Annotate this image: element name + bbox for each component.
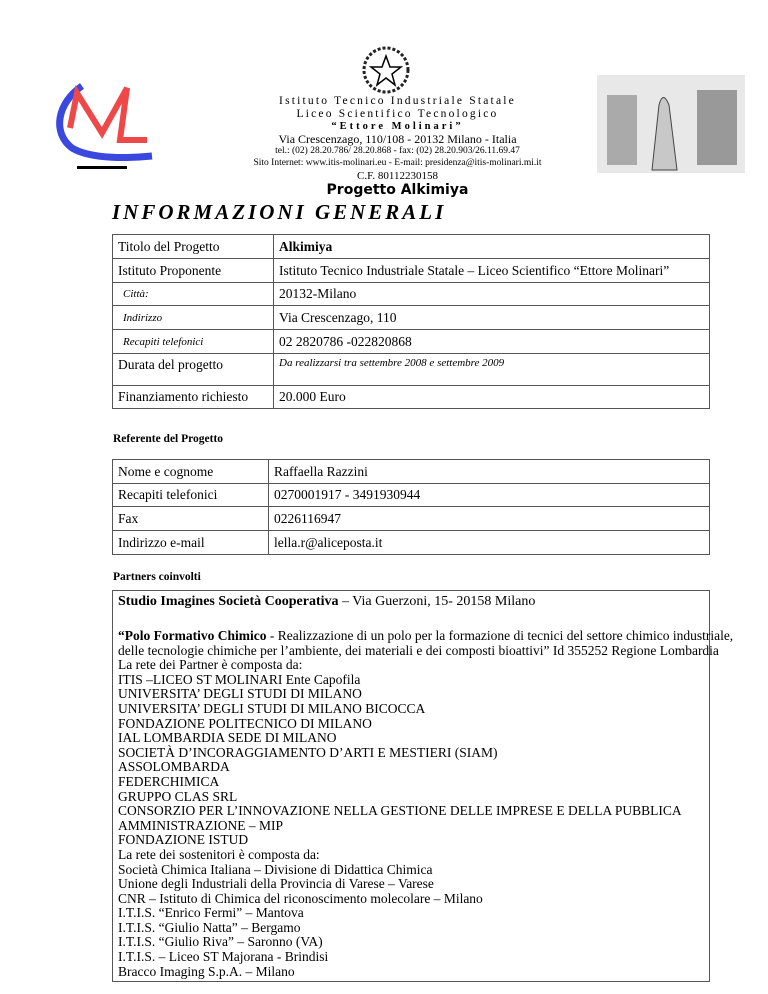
partner-line: CONSORZIO PER L’INNOVAZIONE NELLA GESTIONE DELLE IMPRESE E DELLA PUBBLICA <box>118 803 682 819</box>
cell-value: Da realizzarsi tra settembre 2008 e settembre 2009 <box>274 354 710 386</box>
cell-label: Fax <box>113 507 269 531</box>
partner-line: La rete dei sostenitori è composta da: <box>118 846 320 862</box>
partner-line: ITIS –LICEO ST MOLINARI Ente Capofila <box>118 671 361 687</box>
cell-value: 0226116947 <box>269 507 710 531</box>
cell-label: Nome e cognome <box>113 460 269 484</box>
partner-line: delle tecnologie chimiche per l’ambiente, dei materiali e dei composti bioattivi” Id 355252 Regione Lombardia <box>118 642 719 658</box>
cell-label: Recapiti telefonici <box>113 330 274 354</box>
section-title: INFORMAZIONI GENERALI <box>112 200 447 224</box>
cell-label: Città: <box>113 283 274 306</box>
cell-value: lella.r@aliceposta.it <box>269 531 710 555</box>
partner-list <box>118 642 719 980</box>
polo-title: “Polo Formativo Chimico <box>118 628 267 643</box>
cell-value: Via Crescenzago, 110 <box>274 306 710 330</box>
alchemy-engraving <box>597 75 745 173</box>
cell-value: 20132-Milano <box>274 283 710 306</box>
header-cf: C.F. 80112230158 <box>357 170 438 182</box>
cell-value: 02 2820786 -022820868 <box>274 330 710 354</box>
referente-label: Referente del Progetto <box>113 433 224 445</box>
header-project: Progetto Alkimiya <box>326 182 469 198</box>
cell-label: Indirizzo e-mail <box>113 531 269 555</box>
partner-line: GRUPPO CLAS SRL <box>118 788 238 804</box>
partner-line: Società Chimica Italiana – Divisione di Didattica Chimica <box>118 861 433 877</box>
school-logo <box>52 78 162 173</box>
partner-line: CNR – Istituto di Chimica del riconoscimento molecolare – Milano <box>118 890 483 906</box>
cell-label: Recapiti telefonici <box>113 484 269 507</box>
partner-line: Bracco Imaging S.p.A. – Milano <box>118 963 295 979</box>
polo-desc: - Realizzazione di un polo per la formazione di tecnici del settore chimico industriale, <box>266 628 734 643</box>
partner-line: I.T.I.S. “Enrico Fermi” – Mantova <box>118 905 304 921</box>
cell-label: Istituto Proponente <box>113 259 274 283</box>
partner-line: FONDAZIONE POLITECNICO DI MILANO <box>118 715 372 731</box>
cell-value: 20.000 Euro <box>274 386 710 409</box>
header-address: Via Crescenzago, 110/108 - 20132 Milano - Italia <box>278 132 517 146</box>
cell-label: Titolo del Progetto <box>113 235 274 259</box>
partner-line: AMMINISTRAZIONE – MIP <box>118 817 283 833</box>
header-web: Sito Internet: www.itis-molinari.eu - E-mail: presidenza@itis-molinari.mi.it <box>253 158 542 168</box>
emblem-icon <box>362 44 410 96</box>
partner-line: La rete dei Partner è composta da: <box>118 657 303 673</box>
header-line-1: Istituto Tecnico Industriale Statale <box>279 95 516 107</box>
header-phone: tel.: (02) 28.20.786/ 28.20.868 - fax: (02) 28.20.903/26.11.69.47 <box>275 146 520 156</box>
header-line-3: “Ettore Molinari” <box>331 121 464 132</box>
partner-line: IAL LOMBARDIA SEDE DI MILANO <box>118 730 337 746</box>
cell-value: Alkimiya <box>274 235 710 259</box>
general-info-table <box>112 234 710 409</box>
partner-line: UNIVERSITA’ DEGLI STUDI DI MILANO <box>118 686 362 702</box>
cell-value: Raffaella Razzini <box>269 460 710 484</box>
header-line-2: Liceo Scientifico Tecnologico <box>296 108 499 120</box>
partner-line: Unione degli Industriali della Provincia di Varese – Varese <box>118 876 434 892</box>
partners-label: Partners coinvolti <box>113 571 201 583</box>
partner-line: UNIVERSITA’ DEGLI STUDI DI MILANO BICOCCA <box>118 700 426 716</box>
cell-value: 0270001917 - 3491930944 <box>269 484 710 507</box>
cell-label: Indirizzo <box>113 306 274 330</box>
partner-org: Studio Imagines Società Cooperativa <box>118 594 339 609</box>
partner-line: I.T.I.S. “Giulio Riva” – Saronno (VA) <box>118 934 323 950</box>
referente-table <box>112 459 710 555</box>
partner-line: ASSOLOMBARDA <box>118 759 230 775</box>
partner-line: I.T.I.S. “Giulio Natta” – Bergamo <box>118 919 301 935</box>
cell-label: Durata del progetto <box>113 354 274 386</box>
partner-line: FONDAZIONE ISTUD <box>118 832 249 848</box>
partner-line: FEDERCHIMICA <box>118 773 220 789</box>
partners-box <box>112 590 734 982</box>
cell-label: Finanziamento richiesto <box>113 386 274 409</box>
partner-line: I.T.I.S. – Liceo ST Majorana - Brindisi <box>118 949 329 965</box>
partner-address: – Via Guerzoni, 15- 20158 Milano <box>338 594 536 609</box>
cell-value: Istituto Tecnico Industriale Statale – Liceo Scientifico “Ettore Molinari” <box>274 259 710 283</box>
partner-line: SOCIETÀ D’INCORAGGIAMENTO D’ARTI E MESTIERI (SIAM) <box>118 744 498 760</box>
